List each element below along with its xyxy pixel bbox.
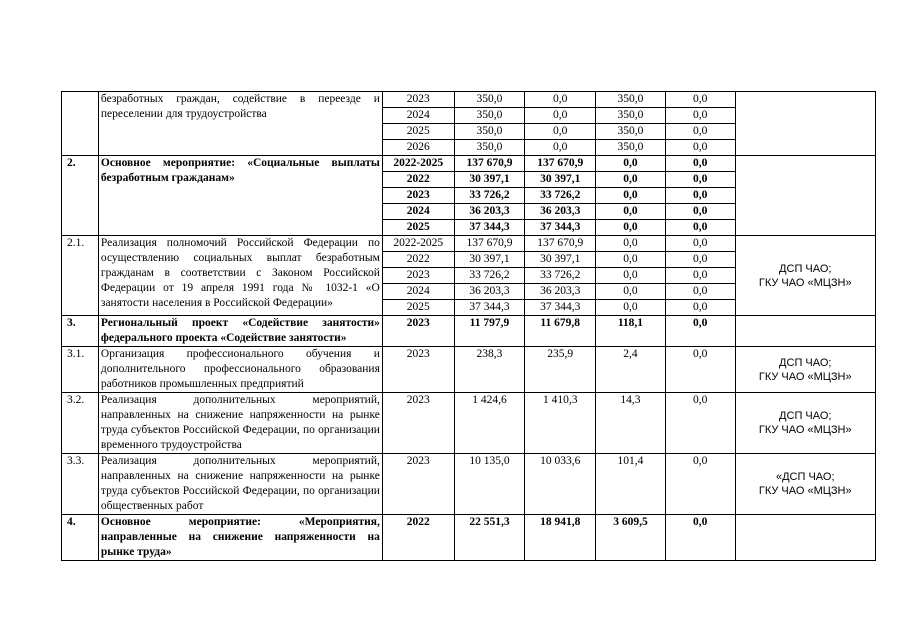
federal-cell: 0,0	[525, 108, 596, 124]
regional-cell: 0,0	[596, 252, 666, 268]
item-number: 3.	[62, 316, 99, 347]
year-cell: 2022	[382, 172, 454, 188]
year-cell: 2023	[382, 92, 454, 108]
year-cell: 2022-2025	[382, 236, 454, 252]
table-row	[62, 236, 876, 252]
total-cell: 37 344,3	[454, 220, 525, 236]
year-cell: 2024	[382, 108, 454, 124]
federal-cell: 10 033,6	[525, 454, 596, 515]
responsible-executor	[735, 515, 876, 561]
regional-cell: 350,0	[596, 124, 666, 140]
federal-cell: 137 670,9	[525, 236, 596, 252]
total-cell: 33 726,2	[454, 268, 525, 284]
other-cell: 0,0	[665, 220, 735, 236]
other-cell: 0,0	[665, 300, 735, 316]
total-cell: 36 203,3	[454, 284, 525, 300]
regional-cell: 350,0	[596, 92, 666, 108]
total-cell: 10 135,0	[454, 454, 525, 515]
regional-cell: 0,0	[596, 204, 666, 220]
federal-cell: 1 410,3	[525, 393, 596, 454]
year-cell: 2023	[382, 393, 454, 454]
other-cell: 0,0	[665, 515, 735, 561]
regional-cell: 101,4	[596, 454, 666, 515]
item-number: 2.1.	[62, 236, 99, 316]
total-cell: 137 670,9	[454, 156, 525, 172]
item-number: 3.3.	[62, 454, 99, 515]
year-cell: 2023	[382, 347, 454, 393]
year-cell: 2023	[382, 454, 454, 515]
other-cell: 0,0	[665, 316, 735, 347]
year-cell: 2024	[382, 204, 454, 220]
table-row	[62, 393, 876, 454]
responsible-executor: ДСП ЧАО; ГКУ ЧАО «МЦЗН»	[735, 236, 876, 316]
other-cell: 0,0	[665, 236, 735, 252]
year-cell: 2026	[382, 140, 454, 156]
item-name: Реализация дополнительных мероприятий, направленных на снижение напряженности на рынке труда субъектов Российской Федерации, по организации временного трудоустройства	[98, 393, 382, 454]
year-cell: 2023	[382, 188, 454, 204]
regional-cell: 0,0	[596, 172, 666, 188]
regional-cell: 0,0	[596, 156, 666, 172]
table-row	[62, 515, 876, 561]
item-name: Реализация полномочий Российской Федерации по осуществлению социальных выплат безработным гражданам в соответствии с Законом Российской Федерации от 19 апреля 1991 года № 1032-1 «О занятости населения в Российской Федерации»	[98, 236, 382, 316]
regional-cell: 3 609,5	[596, 515, 666, 561]
total-cell: 137 670,9	[454, 236, 525, 252]
federal-cell: 36 203,3	[525, 204, 596, 220]
total-cell: 33 726,2	[454, 188, 525, 204]
total-cell: 238,3	[454, 347, 525, 393]
item-name: Основное мероприятие: «Мероприятия, направленные на снижение напряженности на рынке труда»	[98, 515, 382, 561]
federal-cell: 37 344,3	[525, 220, 596, 236]
other-cell: 0,0	[665, 108, 735, 124]
other-cell: 0,0	[665, 204, 735, 220]
year-cell: 2023	[382, 268, 454, 284]
federal-cell: 137 670,9	[525, 156, 596, 172]
responsible-executor: ДСП ЧАО; ГКУ ЧАО «МЦЗН»	[735, 347, 876, 393]
item-name: Региональный проект «Содействие занятости» федерального проекта «Содействие занятости»	[98, 316, 382, 347]
total-cell: 37 344,3	[454, 300, 525, 316]
year-cell: 2022	[382, 252, 454, 268]
responsible-executor: ДСП ЧАО; ГКУ ЧАО «МЦЗН»	[735, 393, 876, 454]
other-cell: 0,0	[665, 284, 735, 300]
item-name: Реализация дополнительных мероприятий, направленных на снижение напряженности на рынке труда субъектов Российской Федерации, по организации общественных работ	[98, 454, 382, 515]
other-cell: 0,0	[665, 347, 735, 393]
other-cell: 0,0	[665, 124, 735, 140]
item-name: Основное мероприятие: «Социальные выплаты безработным гражданам»	[98, 156, 382, 236]
total-cell: 11 797,9	[454, 316, 525, 347]
item-number	[62, 92, 99, 156]
other-cell: 0,0	[665, 252, 735, 268]
table-row	[62, 347, 876, 393]
item-number: 3.2.	[62, 393, 99, 454]
other-cell: 0,0	[665, 172, 735, 188]
regional-cell: 0,0	[596, 220, 666, 236]
federal-cell: 30 397,1	[525, 252, 596, 268]
federal-cell: 33 726,2	[525, 268, 596, 284]
federal-cell: 33 726,2	[525, 188, 596, 204]
regional-cell: 350,0	[596, 140, 666, 156]
federal-cell: 11 679,8	[525, 316, 596, 347]
total-cell: 350,0	[454, 124, 525, 140]
federal-cell: 235,9	[525, 347, 596, 393]
other-cell: 0,0	[665, 92, 735, 108]
regional-cell: 0,0	[596, 236, 666, 252]
other-cell: 0,0	[665, 393, 735, 454]
year-cell: 2022	[382, 515, 454, 561]
regional-cell: 118,1	[596, 316, 666, 347]
total-cell: 350,0	[454, 92, 525, 108]
regional-cell: 0,0	[596, 188, 666, 204]
federal-cell: 0,0	[525, 92, 596, 108]
regional-cell: 14,3	[596, 393, 666, 454]
table-row	[62, 92, 876, 108]
total-cell: 30 397,1	[454, 252, 525, 268]
item-name: безработных граждан, содействие в переезде и переселении для трудоустройства	[98, 92, 382, 156]
total-cell: 1 424,6	[454, 393, 525, 454]
responsible-executor	[735, 156, 876, 236]
year-cell: 2024	[382, 284, 454, 300]
federal-cell: 18 941,8	[525, 515, 596, 561]
year-cell: 2025	[382, 300, 454, 316]
total-cell: 350,0	[454, 108, 525, 124]
responsible-executor	[735, 316, 876, 347]
federal-cell: 37 344,3	[525, 300, 596, 316]
total-cell: 350,0	[454, 140, 525, 156]
regional-cell: 0,0	[596, 268, 666, 284]
regional-cell: 350,0	[596, 108, 666, 124]
total-cell: 36 203,3	[454, 204, 525, 220]
other-cell: 0,0	[665, 156, 735, 172]
year-cell: 2022-2025	[382, 156, 454, 172]
regional-cell: 2,4	[596, 347, 666, 393]
table-row	[62, 156, 876, 172]
other-cell: 0,0	[665, 268, 735, 284]
year-cell: 2023	[382, 316, 454, 347]
federal-cell: 30 397,1	[525, 172, 596, 188]
federal-cell: 0,0	[525, 124, 596, 140]
total-cell: 30 397,1	[454, 172, 525, 188]
table-row	[62, 316, 876, 347]
other-cell: 0,0	[665, 454, 735, 515]
year-cell: 2025	[382, 124, 454, 140]
responsible-executor: «ДСП ЧАО; ГКУ ЧАО «МЦЗН»	[735, 454, 876, 515]
federal-cell: 36 203,3	[525, 284, 596, 300]
responsible-executor	[735, 92, 876, 156]
item-number: 3.1.	[62, 347, 99, 393]
regional-cell: 0,0	[596, 284, 666, 300]
item-number: 4.	[62, 515, 99, 561]
federal-cell: 0,0	[525, 140, 596, 156]
item-number: 2.	[62, 156, 99, 236]
other-cell: 0,0	[665, 140, 735, 156]
table-row	[62, 454, 876, 515]
program-funding-table	[61, 91, 876, 561]
regional-cell: 0,0	[596, 300, 666, 316]
other-cell: 0,0	[665, 188, 735, 204]
item-name: Организация профессионального обучения и дополнительного профессионального образования работников промышленных предприятий	[98, 347, 382, 393]
year-cell: 2025	[382, 220, 454, 236]
total-cell: 22 551,3	[454, 515, 525, 561]
